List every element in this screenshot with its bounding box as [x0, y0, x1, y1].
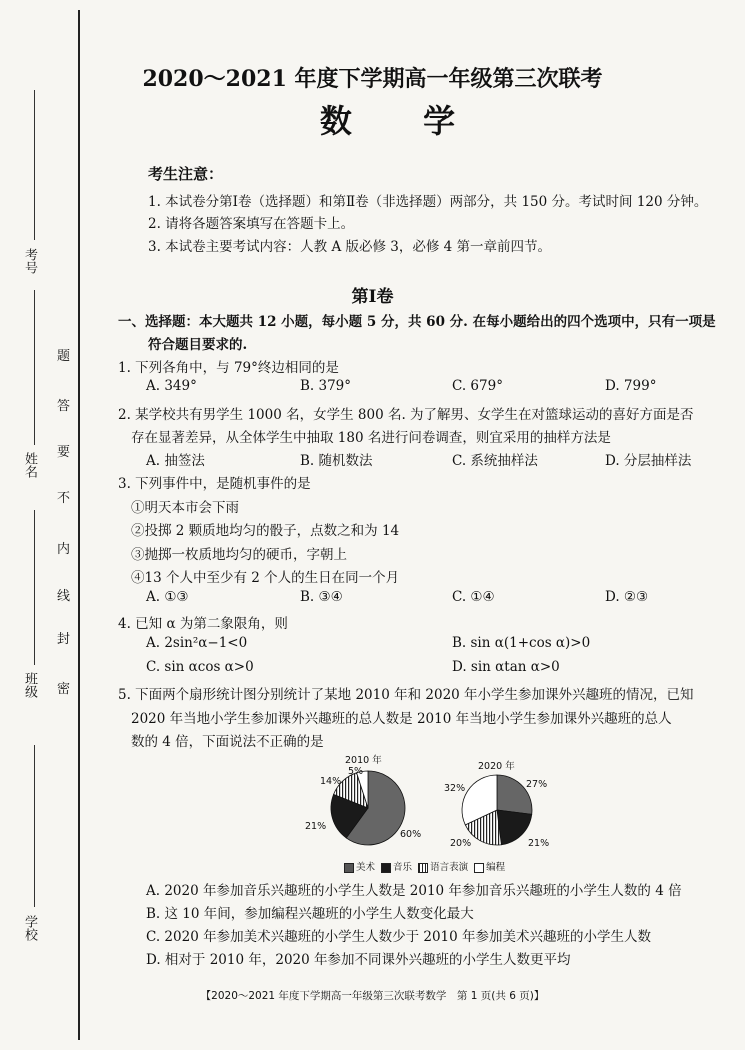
option-d: D. 799°: [605, 378, 657, 394]
option-a: A. 2sin²α−1<0: [146, 635, 248, 651]
event-item: ①明天本市会下雨: [131, 500, 239, 516]
option-d: D. 分层抽样法: [605, 453, 692, 469]
school-line: [34, 745, 35, 907]
pie-2010-label: 60%: [400, 829, 422, 840]
event-item: ④13 个人中至少有 2 个人的生日在同一个月: [131, 570, 400, 586]
class-label: 班级: [22, 672, 37, 698]
seal-word: 题: [57, 349, 71, 364]
option-a: A. 2020 年参加音乐兴趣班的小学生人数是 2010 年参加音乐兴趣班的小学生人数的 4 倍: [146, 883, 682, 899]
option-b: B. sin α(1+cos α)>0: [452, 635, 591, 651]
option-b: B. 这 10 年间，参加编程兴趣班的小学生人数变化最大: [146, 906, 474, 922]
pie-legend: [344, 859, 505, 873]
pie-2020-title: 2020 年: [478, 761, 515, 772]
option-c: C. sin αcos α>0: [146, 659, 254, 675]
seal-word: 密: [57, 682, 71, 697]
question-stem: 5. 下面两个扇形统计图分别统计了某地 2010 年和 2020 年小学生参加课外兴趣班的情况，已知: [118, 687, 694, 703]
option-d: D. 相对于 2010 年，2020 年参加不同课外兴趣班的小学生人数更平均: [146, 952, 571, 968]
seal-word: 要: [57, 445, 71, 460]
page-footer: 【2020～2021 年度下学期高一年级第三次联考数学 第 1 页(共 6 页)】: [200, 990, 545, 1002]
legend-swatch-art: [344, 863, 354, 873]
option-b: B. ③④: [300, 589, 343, 605]
slice-music: [497, 810, 532, 845]
pie-2020-label: 32%: [444, 783, 466, 794]
legend-label: 音乐: [393, 862, 413, 873]
exam-title: 2020～2021 年度下学期高一年级第三次联考: [142, 66, 603, 92]
legend-swatch-coding: [474, 863, 484, 873]
legend-swatch-language: [418, 863, 428, 873]
legend-label: 编程: [486, 862, 506, 873]
option-c: C. 2020 年参加美术兴趣班的小学生人数少于 2010 年参加美术兴趣班的小学生人数: [146, 929, 652, 945]
seal-word: 线: [57, 589, 71, 604]
volume-title: 第Ⅰ卷: [351, 287, 394, 307]
option-d: D. sin αtan α>0: [452, 659, 560, 675]
event-item: ③抛掷一枚质地均匀的硬币，字朝上: [131, 547, 347, 563]
pie-2010: [331, 771, 405, 845]
event-item: ②投掷 2 颗质地均匀的骰子，点数之和为 14: [131, 523, 400, 539]
legend-label: 美术: [356, 862, 376, 873]
exam-number-label: 考号: [22, 248, 37, 274]
option-c: C. 679°: [452, 378, 503, 394]
legend-swatch-music: [381, 863, 391, 873]
name-label: 姓名: [22, 452, 37, 478]
option-c: C. ①④: [452, 589, 495, 605]
question-stem-cont: 2020 年当地小学生参加课外兴趣班的总人数是 2010 年当地小学生参加课外兴趣班的总人: [131, 711, 672, 727]
pie-2020-label: 27%: [526, 779, 548, 790]
question-stem: 3. 下列事件中，是随机事件的是: [118, 476, 311, 492]
seal-word: 答: [57, 399, 71, 414]
seal-word: 不: [57, 491, 71, 506]
notice-item: 2. 请将各题答案填写在答题卡上。: [148, 216, 355, 232]
class-line: [34, 510, 35, 665]
option-a: A. 抽签法: [146, 453, 205, 469]
pie-2010-label: 14%: [320, 776, 342, 787]
section-heading-cont: 符合题目要求的.: [148, 337, 248, 353]
option-a: A. ①③: [146, 589, 189, 605]
legend-label: 语言表演: [430, 862, 469, 873]
pie-2020-label: 20%: [450, 838, 472, 849]
question-stem-cont: 存在显著差异，从全体学生中抽取 180 名进行问卷调查，则宜采用的抽样方法是: [131, 430, 611, 446]
notice-item: 3. 本试卷主要考试内容：人教 A 版必修 3，必修 4 第一章前四节。: [148, 239, 552, 255]
option-b: B. 379°: [300, 378, 352, 394]
question-stem: 2. 某学校共有男学生 1000 名，女学生 800 名. 为了解男、女学生在对篮球运动的喜好方面是否: [118, 407, 694, 423]
pie-2020-label: 21%: [528, 838, 550, 849]
option-a: A. 349°: [146, 378, 197, 394]
option-d: D. ②③: [605, 589, 649, 605]
question-stem: 1. 下列各角中，与 79°终边相同的是: [118, 360, 339, 376]
subject-title: 数 学: [319, 102, 486, 140]
seal-word: 封: [57, 632, 71, 647]
option-b: B. 随机数法: [300, 453, 373, 469]
pie-2010-label: 21%: [305, 821, 327, 832]
school-label: 学校: [22, 915, 37, 941]
pie-2010-label: 5%: [348, 766, 364, 777]
notice-heading: 考生注意：: [148, 165, 224, 183]
name-line: [34, 290, 35, 445]
pie-2010-title: 2010 年: [345, 755, 382, 766]
binding-line: [78, 10, 80, 1040]
pie-2020: [462, 775, 532, 845]
question-stem-cont: 数的 4 倍，下面说法不正确的是: [131, 734, 324, 750]
notice-item: 1. 本试卷分第Ⅰ卷（选择题）和第Ⅱ卷（非选择题）两部分，共 150 分。考试时间 120 分钟。: [148, 194, 708, 210]
question-stem: 4. 已知 α 为第二象限角，则: [118, 616, 288, 632]
option-c: C. 系统抽样法: [452, 453, 538, 469]
seal-word: 内: [57, 542, 71, 557]
section-heading: 一、选择题：本大题共 12 小题，每小题 5 分，共 60 分. 在每小题给出的四个选项中，只有一项是: [118, 314, 716, 330]
